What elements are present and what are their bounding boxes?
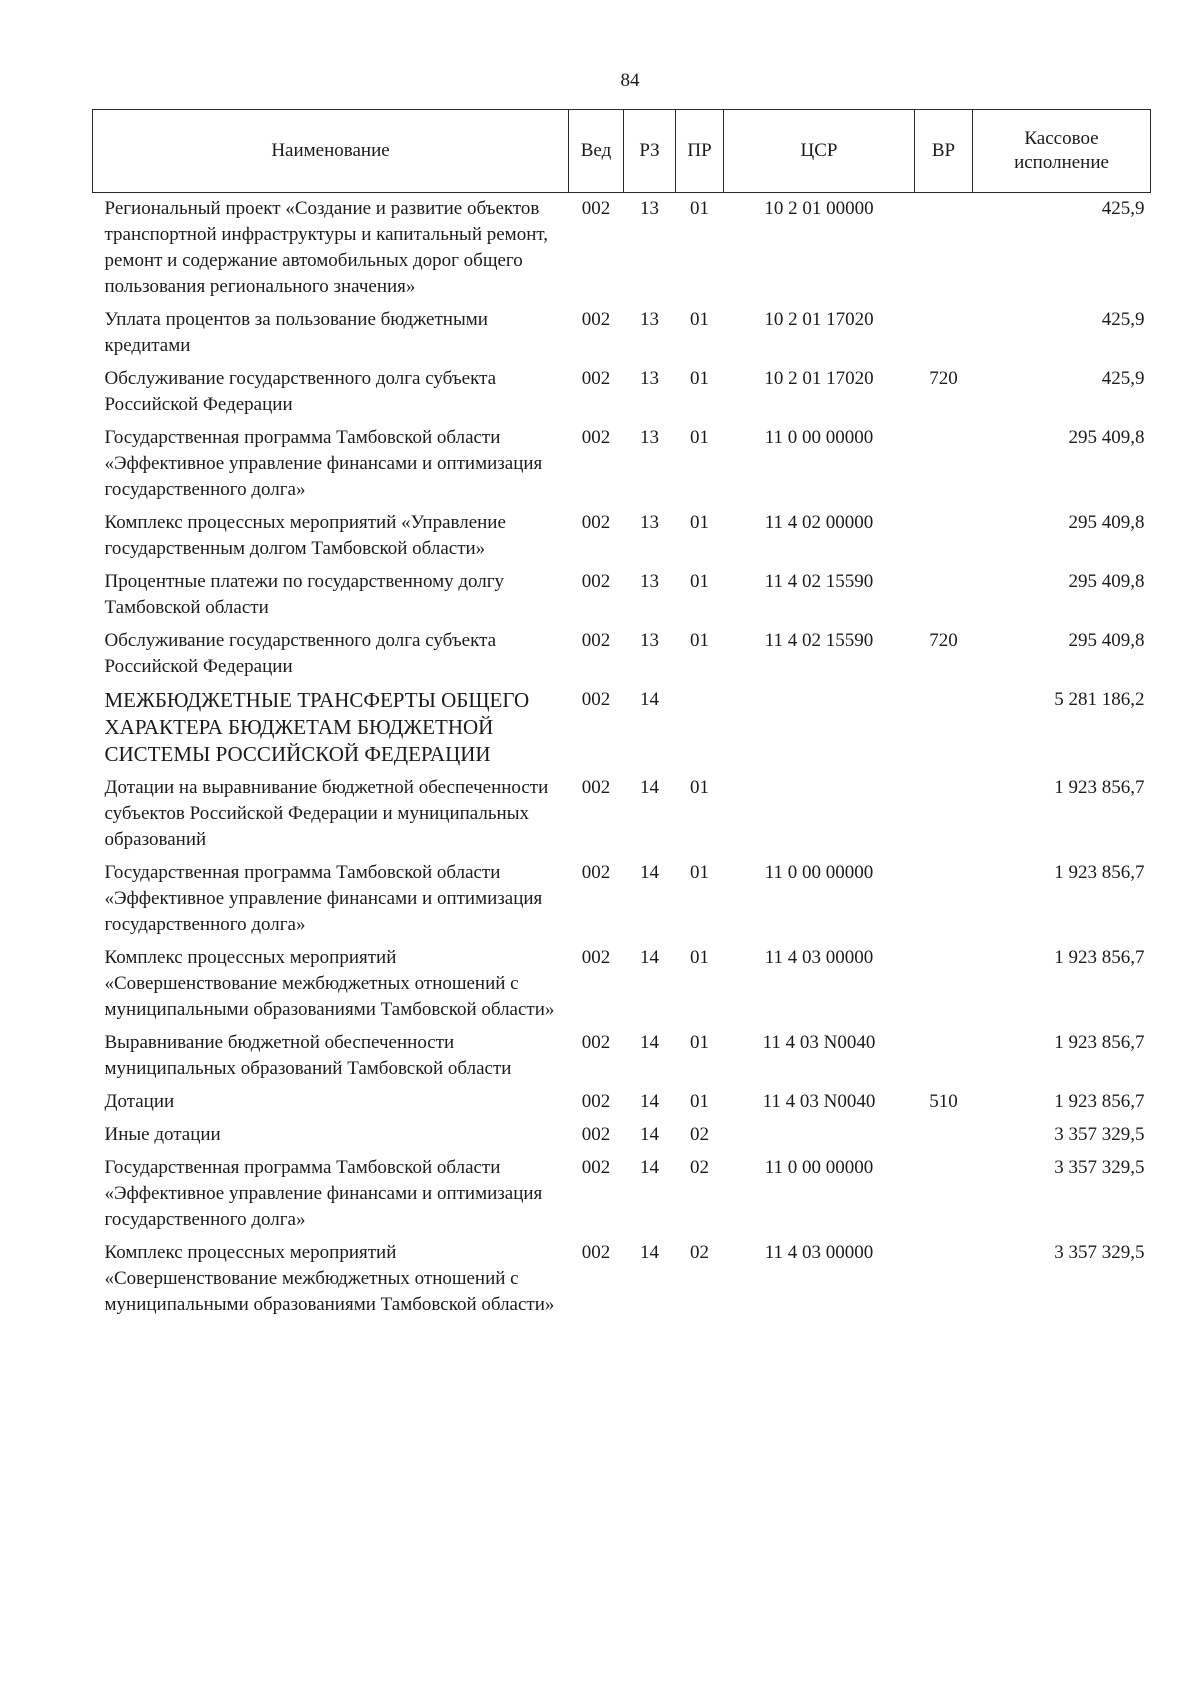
header-ved: Вед [569, 110, 624, 193]
row-name: Региональный проект «Создание и развитие объектов транспортной инфраструктуры и капитальный ремонт, ремонт и содержание автомобильных дорог общего пользования регионального значения» [104, 198, 548, 297]
row-amount: 1 923 856,7 [1054, 1032, 1145, 1053]
row-pr: 01 [690, 862, 709, 883]
row-rz: 14 [640, 1091, 659, 1112]
row-rz: 13 [640, 368, 659, 389]
row-amount: 1 923 856,7 [1054, 947, 1145, 968]
row-amount: 1 923 856,7 [1054, 777, 1145, 798]
row-pr: 01 [690, 777, 709, 798]
row-pr [676, 684, 724, 772]
row-name: Обслуживание государственного долга субъекта Российской Федерации [104, 368, 497, 415]
row-vr [915, 422, 973, 507]
row-vr [915, 1027, 973, 1086]
row-vr [915, 566, 973, 625]
row-vr [915, 857, 973, 942]
row-name: Дотации на выравнивание бюджетной обеспеченности субъектов Российской Федерации и муниципальных образований [104, 777, 549, 850]
row-amount: 425,9 [1101, 198, 1145, 219]
row-vr: 510 [929, 1091, 958, 1112]
row-name: Иные дотации [104, 1124, 221, 1145]
row-amount: 295 409,8 [1068, 630, 1145, 651]
row-csr: 11 0 00 00000 [764, 1157, 874, 1178]
row-ved: 002 [581, 198, 611, 219]
table-row [93, 625, 1151, 684]
table-row [93, 1237, 1151, 1322]
row-rz: 13 [640, 309, 659, 330]
row-ved: 002 [581, 947, 611, 968]
page-number: 84 [620, 70, 640, 91]
row-rz: 13 [640, 427, 659, 448]
row-csr: 11 4 03 00000 [764, 1242, 874, 1263]
row-name: МЕЖБЮДЖЕТНЫЕ ТРАНСФЕРТЫ ОБЩЕГО ХАРАКТЕРА БЮДЖЕТАМ БЮДЖЕТНОЙ СИСТЕМЫ РОССИЙСКОЙ ФЕДЕРАЦИИ [104, 688, 530, 766]
row-amount: 295 409,8 [1068, 512, 1145, 533]
row-rz: 14 [640, 777, 659, 798]
row-ved: 002 [581, 630, 611, 651]
row-ved: 002 [581, 427, 611, 448]
row-ved: 002 [581, 1032, 611, 1053]
row-pr: 02 [690, 1242, 709, 1263]
row-csr: 11 0 00 00000 [764, 862, 874, 883]
row-csr: 11 4 02 00000 [764, 512, 874, 533]
table-row [93, 1152, 1151, 1237]
row-name: Уплата процентов за пользование бюджетными кредитами [104, 309, 488, 356]
row-vr [915, 684, 973, 772]
table-row [93, 566, 1151, 625]
row-rz: 14 [640, 1032, 659, 1053]
row-pr: 01 [690, 512, 709, 533]
row-csr [724, 772, 915, 857]
row-name: Комплекс процессных мероприятий «Совершенствование межбюджетных отношений с муниципальными образованиями Тамбовской области» [104, 1242, 555, 1315]
row-rz: 14 [640, 1242, 659, 1263]
row-rz: 14 [640, 689, 659, 710]
row-vr: 720 [929, 630, 958, 651]
row-pr: 01 [690, 571, 709, 592]
row-name: Комплекс процессных мероприятий «Управление государственным долгом Тамбовской области» [104, 512, 506, 559]
header-pr: ПР [676, 110, 724, 193]
row-name: Процентные платежи по государственному долгу Тамбовской области [104, 571, 505, 618]
table-row [93, 193, 1151, 305]
table-header [93, 110, 1151, 193]
row-name: Комплекс процессных мероприятий «Совершенствование межбюджетных отношений с муниципальными образованиями Тамбовской области» [104, 947, 555, 1020]
row-ved: 002 [581, 777, 611, 798]
row-ved: 002 [581, 571, 611, 592]
row-vr [915, 507, 973, 566]
row-amount: 5 281 186,2 [1054, 689, 1145, 710]
table-row [93, 1086, 1151, 1119]
row-vr [915, 1152, 973, 1237]
row-rz: 13 [640, 630, 659, 651]
header-name: Наименование [93, 110, 569, 193]
row-pr: 01 [690, 947, 709, 968]
row-name: Государственная программа Тамбовской области «Эффективное управление финансами и оптимизация государственного долга» [104, 427, 543, 500]
row-pr: 01 [690, 1091, 709, 1112]
row-pr: 01 [690, 427, 709, 448]
row-rz: 13 [640, 198, 659, 219]
table-row [93, 857, 1151, 942]
row-pr: 01 [690, 309, 709, 330]
row-csr: 11 4 03 N0040 [762, 1091, 876, 1112]
row-csr: 10 2 01 17020 [764, 309, 874, 330]
row-csr: 11 4 03 N0040 [762, 1032, 876, 1053]
row-csr: 11 4 02 15590 [764, 571, 874, 592]
row-amount: 425,9 [1101, 368, 1145, 389]
row-ved: 002 [581, 862, 611, 883]
row-csr [724, 1119, 915, 1152]
row-vr [915, 1237, 973, 1322]
row-vr [915, 304, 973, 363]
row-rz: 14 [640, 947, 659, 968]
row-rz: 13 [640, 571, 659, 592]
row-csr: 11 4 02 15590 [764, 630, 874, 651]
row-csr: 10 2 01 17020 [764, 368, 874, 389]
row-pr: 01 [690, 1032, 709, 1053]
header-csr: ЦСР [724, 110, 915, 193]
row-ved: 002 [581, 689, 611, 710]
row-vr [915, 1119, 973, 1152]
row-name: Государственная программа Тамбовской области «Эффективное управление финансами и оптимизация государственного долга» [104, 1157, 543, 1230]
row-amount: 295 409,8 [1068, 571, 1145, 592]
row-rz: 14 [640, 1157, 659, 1178]
row-rz: 14 [640, 1124, 659, 1145]
row-ved: 002 [581, 1242, 611, 1263]
row-amount: 425,9 [1101, 309, 1145, 330]
row-pr: 01 [690, 368, 709, 389]
row-vr [915, 772, 973, 857]
row-pr: 02 [690, 1157, 709, 1178]
row-csr: 11 4 03 00000 [764, 947, 874, 968]
row-ved: 002 [581, 512, 611, 533]
table-row [93, 422, 1151, 507]
row-name: Государственная программа Тамбовской области «Эффективное управление финансами и оптимизация государственного долга» [104, 862, 543, 935]
header-rz: РЗ [624, 110, 676, 193]
header-amount: Кассовое исполнение [973, 110, 1151, 193]
row-pr: 01 [690, 630, 709, 651]
row-csr [724, 684, 915, 772]
row-rz: 14 [640, 862, 659, 883]
table-row [93, 942, 1151, 1027]
row-vr: 720 [929, 368, 958, 389]
row-amount: 3 357 329,5 [1054, 1157, 1145, 1178]
row-ved: 002 [581, 1157, 611, 1178]
row-csr: 10 2 01 00000 [764, 198, 874, 219]
row-csr: 11 0 00 00000 [764, 427, 874, 448]
row-rz: 13 [640, 512, 659, 533]
row-name: Выравнивание бюджетной обеспеченности муниципальных образований Тамбовской области [104, 1032, 512, 1079]
row-pr: 02 [690, 1124, 709, 1145]
row-ved: 002 [581, 309, 611, 330]
row-ved: 002 [581, 368, 611, 389]
row-vr [915, 942, 973, 1027]
row-ved: 002 [581, 1091, 611, 1112]
row-name: Дотации [104, 1091, 175, 1112]
table-row [93, 1027, 1151, 1086]
row-amount: 1 923 856,7 [1054, 862, 1145, 883]
table-row [93, 1119, 1151, 1152]
table-row [93, 363, 1151, 422]
row-amount: 3 357 329,5 [1054, 1242, 1145, 1263]
table-row [93, 772, 1151, 857]
row-pr: 01 [690, 198, 709, 219]
budget-table [92, 109, 1151, 1322]
table-row [93, 304, 1151, 363]
row-ved: 002 [581, 1124, 611, 1145]
table-body [93, 193, 1151, 1323]
row-amount: 295 409,8 [1068, 427, 1145, 448]
row-amount: 3 357 329,5 [1054, 1124, 1145, 1145]
header-vr: ВР [915, 110, 973, 193]
table-row [93, 507, 1151, 566]
row-name: Обслуживание государственного долга субъекта Российской Федерации [104, 630, 497, 677]
table-row [93, 684, 1151, 772]
row-vr [915, 193, 973, 305]
row-amount: 1 923 856,7 [1054, 1091, 1145, 1112]
